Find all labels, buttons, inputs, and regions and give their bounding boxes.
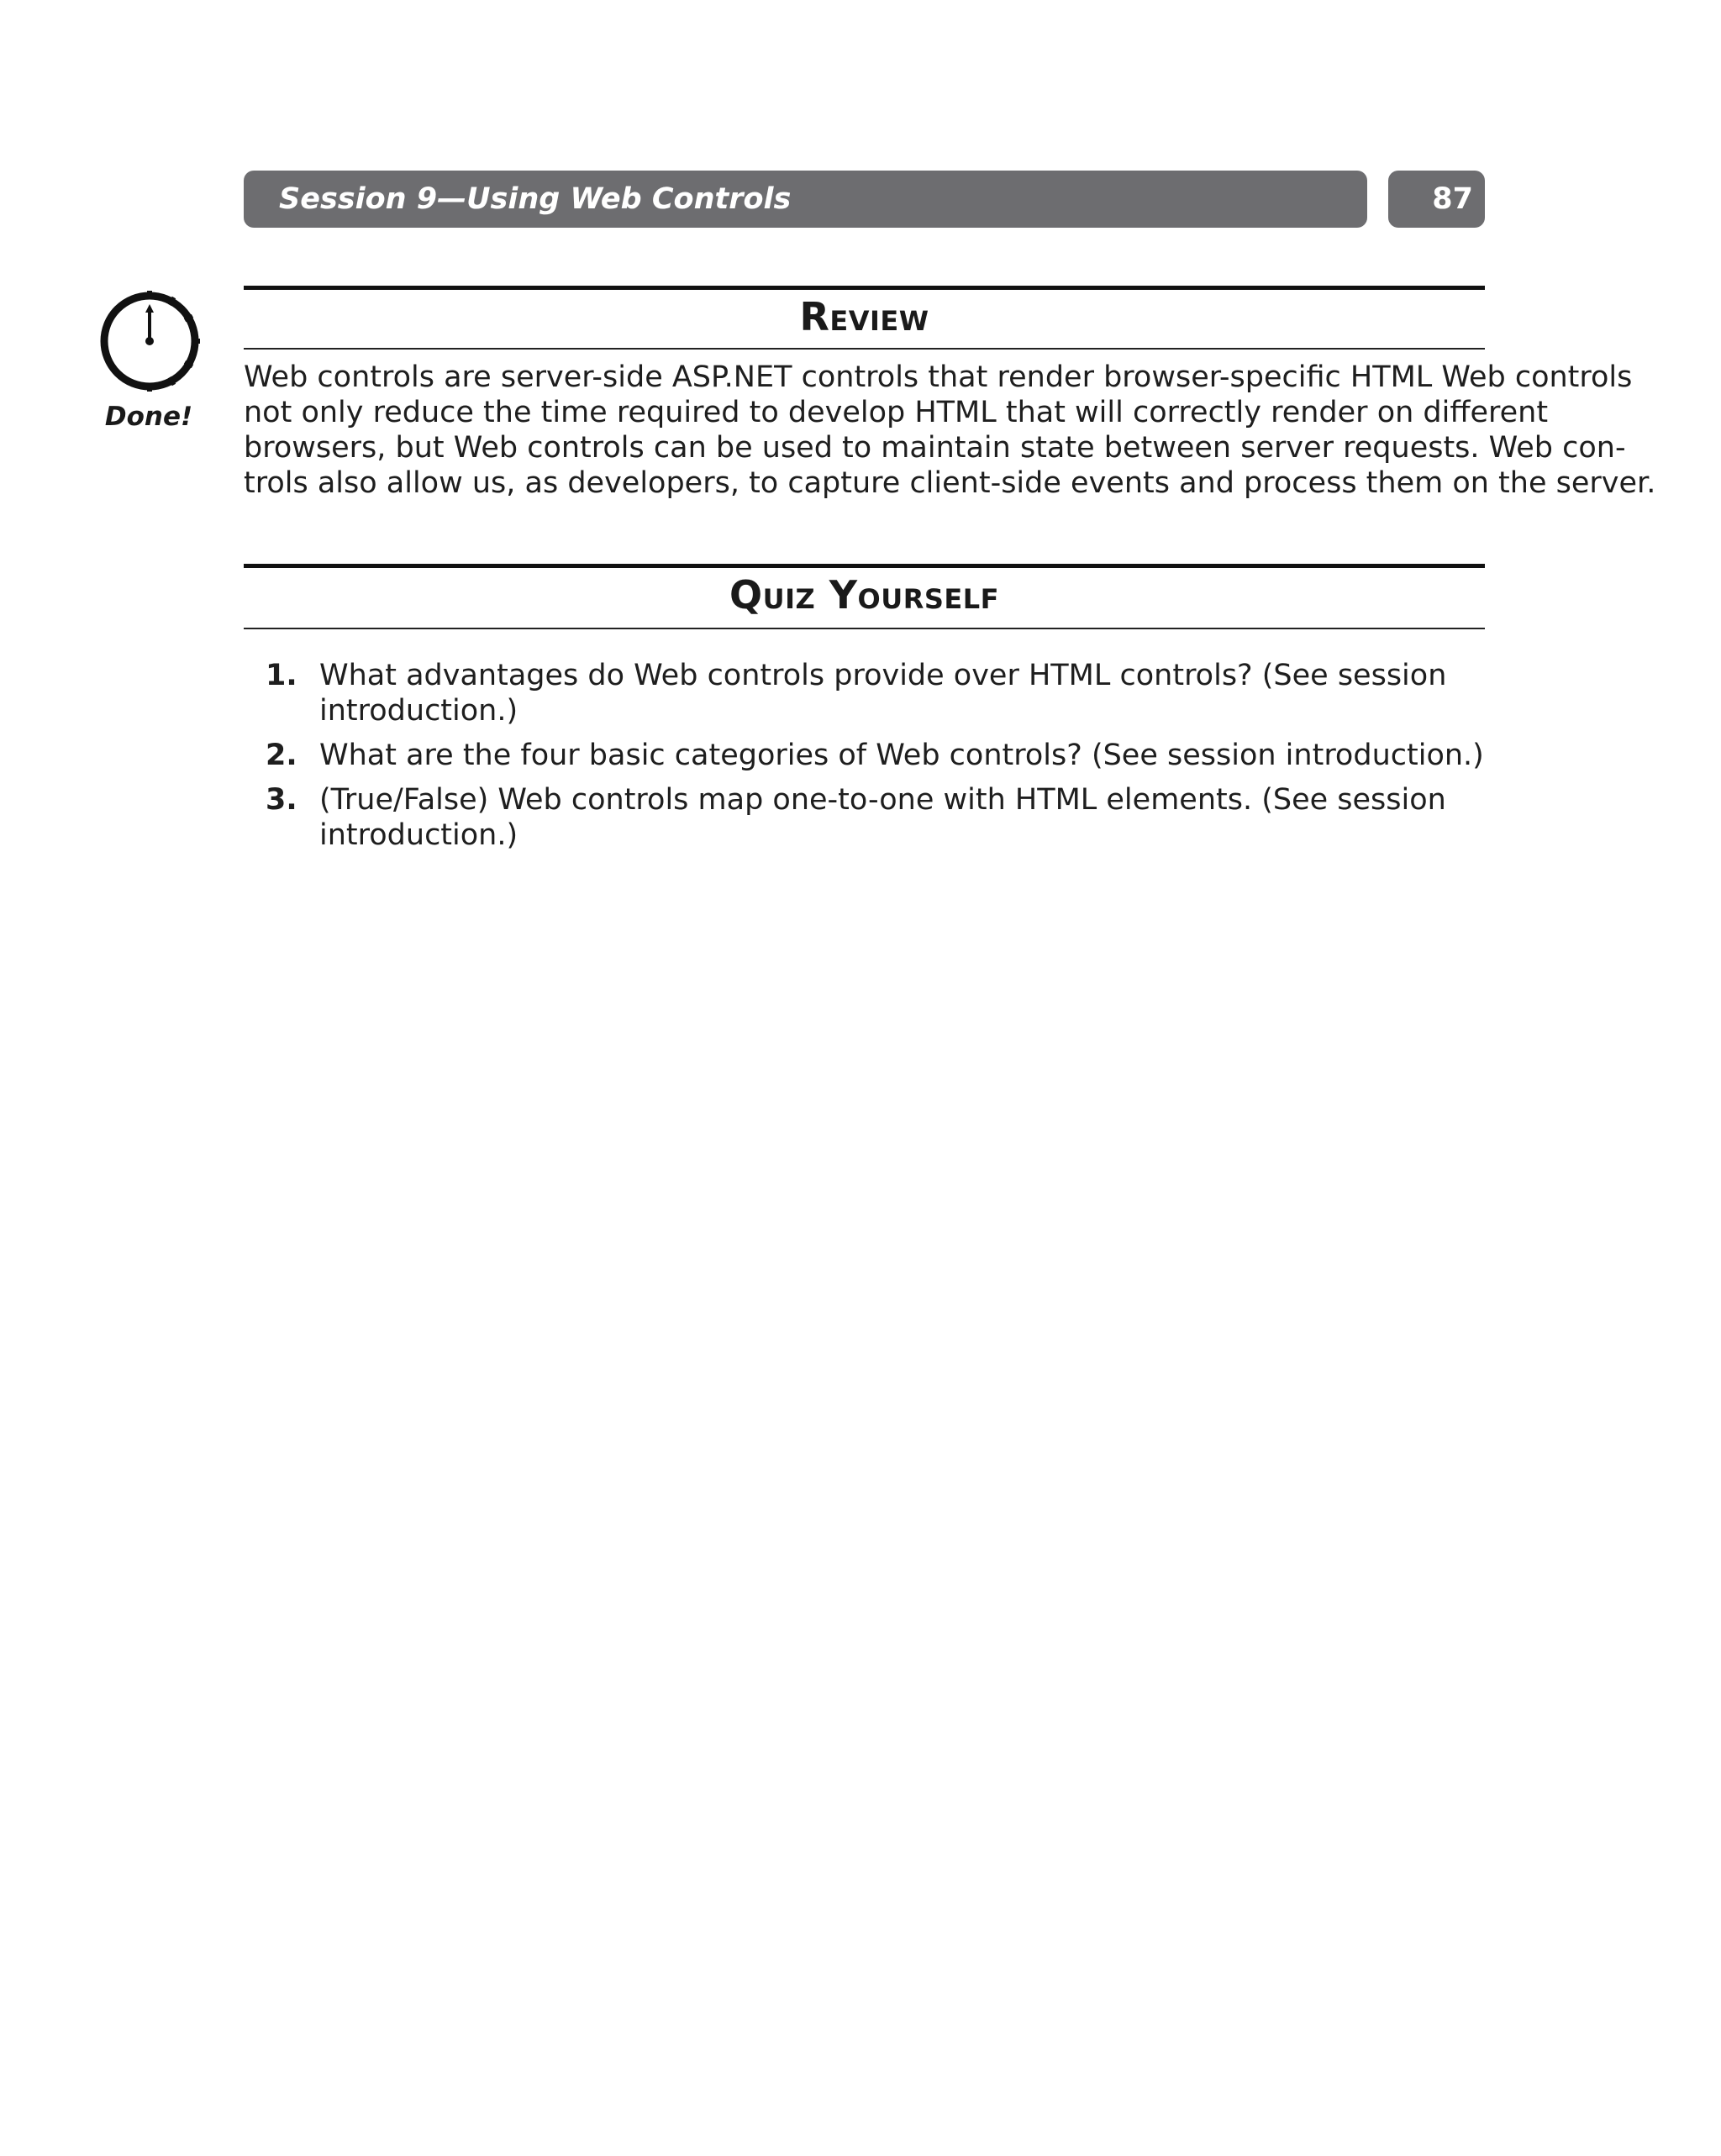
quiz-section-header [244, 564, 1485, 629]
quiz-section-title: Quiz Yourself [729, 572, 999, 618]
review-line: not only reduce the time required to develop HTML that will correctly render on different [244, 396, 1549, 429]
quiz-item-number: 1. [266, 659, 297, 692]
quiz-item-text [319, 738, 1484, 773]
review-section-header [244, 286, 1485, 350]
review-line: browsers, but Web controls can be used to maintain state between server requests. Web con- [244, 431, 1626, 465]
running-header-title: Session 9—Using Web Controls [279, 182, 792, 216]
quiz-item [252, 782, 1471, 853]
quiz-item-line: (True/False) Web controls map one-to-one with HTML elements. (See session [319, 783, 1446, 817]
quiz-list [252, 658, 1484, 862]
page-number: 87 [1432, 182, 1473, 216]
quiz-item-number: 2. [266, 739, 297, 772]
quiz-item-text [319, 782, 1446, 853]
quiz-item-line: introduction.) [319, 818, 518, 852]
quiz-item-text [319, 658, 1446, 728]
review-section-title: Review [799, 294, 929, 339]
quiz-item [252, 738, 1484, 773]
stopwatch-icon [94, 282, 212, 400]
review-line: trols also allow us, as developers, to capture client-side events and process them on the server. [244, 466, 1656, 500]
review-paragraph [244, 360, 1656, 501]
page-number-box [1388, 171, 1485, 228]
quiz-item-line: What advantages do Web controls provide over HTML controls? (See session [319, 659, 1447, 692]
quiz-item-line: introduction.) [319, 694, 518, 728]
quiz-item-number: 3. [266, 783, 297, 817]
running-header [244, 171, 1367, 228]
quiz-item [252, 658, 1471, 728]
quiz-item-line: What are the four basic categories of Web controls? (See session introduction.) [319, 739, 1484, 772]
done-label: Done! [104, 402, 193, 432]
review-line: Web controls are server-side ASP.NET controls that render browser-specific HTML Web controls [244, 360, 1633, 394]
